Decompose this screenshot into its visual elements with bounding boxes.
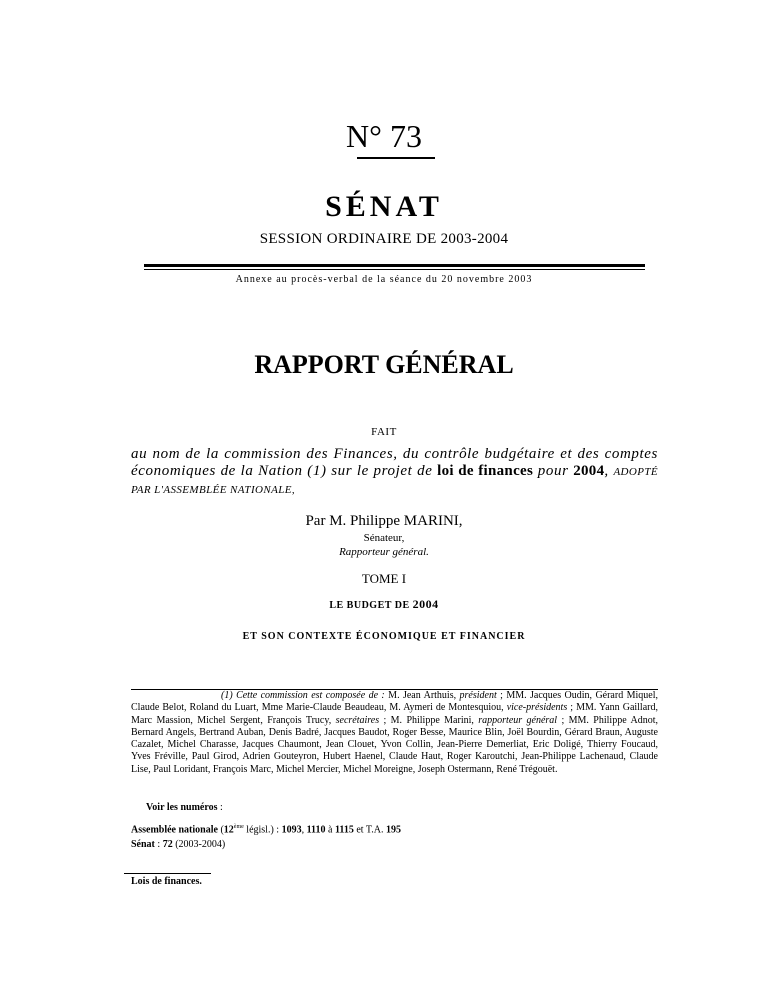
an-label: Assemblée nationale <box>131 824 218 836</box>
rapporteur-name: Par M. Philippe MARINI, <box>305 513 463 529</box>
an-paren: ( <box>217 824 224 836</box>
an-comma: , <box>301 824 307 836</box>
footnote-secretaires: secrétaires <box>335 714 380 726</box>
an-legisl: législ.) : <box>243 824 282 836</box>
rapporteur-role: Rapporteur général. <box>339 546 429 558</box>
voir-colon: : <box>217 802 223 813</box>
budget-prefix: LE BUDGET DE <box>329 600 413 611</box>
an-num-2: 1110 <box>306 824 326 836</box>
voir-numeros <box>146 802 223 813</box>
header-rule-thick <box>144 264 645 267</box>
voir-label: Voir les numéros <box>146 802 218 813</box>
senat-label: Sénat <box>131 839 155 850</box>
senat-ref <box>131 839 225 850</box>
contexte-heading: ET SON CONTEXTE ÉCONOMIQUE ET FINANCIER <box>242 631 526 642</box>
document-number: N° 73 <box>346 118 422 154</box>
footnote-text-1: M. Jean Arthuis, <box>384 690 460 701</box>
intro-bold-year: 2004 <box>573 463 605 479</box>
number-underline <box>357 157 435 159</box>
footnote-text-2: ; MM. Jacques Oudin, Gérard Miquel, Claude Belot, Roland du Luart, Mme Marie-Claude Beaudeau, M. Aymeri de Montesquiou, <box>131 690 659 714</box>
header-rule-thin <box>144 269 645 270</box>
lois-label: Lois de finances. <box>131 876 202 887</box>
intro-bold-loi: loi de finances <box>437 463 534 479</box>
annexe-line: Annexe au procès-verbal de la séance du 20 novembre 2003 <box>235 274 533 285</box>
session-label: SESSION ORDINAIRE DE 2003-2004 <box>259 231 509 247</box>
intro-adopte: ADOPTÉ PAR L'ASSEMBLÉE NATIONALE, <box>131 466 659 496</box>
footnote-text-4: ; M. Philippe Marini, <box>379 714 479 726</box>
report-title: RAPPORT GÉNÉRAL <box>254 350 514 379</box>
fait-label: FAIT <box>371 426 397 438</box>
senat-num: 72 <box>162 839 173 850</box>
an-num-3: 1115 <box>334 824 354 836</box>
an-ta: et T.A. <box>353 824 386 836</box>
budget-year: 2004 <box>412 597 439 611</box>
institution-title: SÉNAT <box>325 190 443 223</box>
an-a: à <box>325 824 335 836</box>
footnote-text-5: ; MM. Philippe Adnot, Bernard Angels, Bertrand Auban, Denis Badré, Jacques Baudot, Roger Besse, Maurice Blin, Joël Bourdin, Gérard Braun, Auguste Cazalet, Michel Charasse, Jacques Chaumont, Jean Clouet, Yvon Collin, Jean-Pierre Demerliat, Eric Doligé, Thierry Foucaud, Yves Fréville, Paul Girod, Adrien Gouteyron, Hubert Haenel, Claude Haut, Roger Karoutchi, Jean-Philippe Lachenaud, Claude Lise, Paul Loridant, François Marc, Michel Mercier, Michel Moreigne, Joseph Ostermann, René Trégouët. <box>131 714 658 775</box>
footnote-president: président <box>459 690 497 701</box>
footnote-text-3: ; MM. Yann Gaillard, Marc Massion, Michel Sergent, François Trucy, <box>131 702 658 726</box>
senat-year: (2003-2004) <box>172 839 226 850</box>
footnote <box>131 690 658 776</box>
intro-text-1: au nom de la commission des Finances, du contrôle budgétaire et des comptes économiques de la Nation (1) sur le projet de <box>131 446 658 479</box>
intro-text-3: , <box>604 463 614 479</box>
an-num-4: 195 <box>385 824 401 836</box>
an-legislature: 12 <box>223 824 234 836</box>
an-sup: ème <box>233 824 244 830</box>
assemblee-ref <box>131 824 401 835</box>
tome-label: TOME I <box>361 571 407 586</box>
rapporteur-title: Sénateur, <box>363 532 405 544</box>
footnote-intro: (1) Cette commission est composée de : <box>221 690 385 701</box>
budget-heading <box>0 597 768 612</box>
intro-paragraph <box>131 446 658 499</box>
footnote-vice: vice-présidents <box>506 702 568 714</box>
an-num-1: 1093 <box>281 824 302 836</box>
lois-rule <box>124 873 211 874</box>
intro-text-2: pour <box>533 463 574 479</box>
senat-sep: : <box>154 839 163 850</box>
footnote-rapporteur: rapporteur général <box>478 714 558 726</box>
